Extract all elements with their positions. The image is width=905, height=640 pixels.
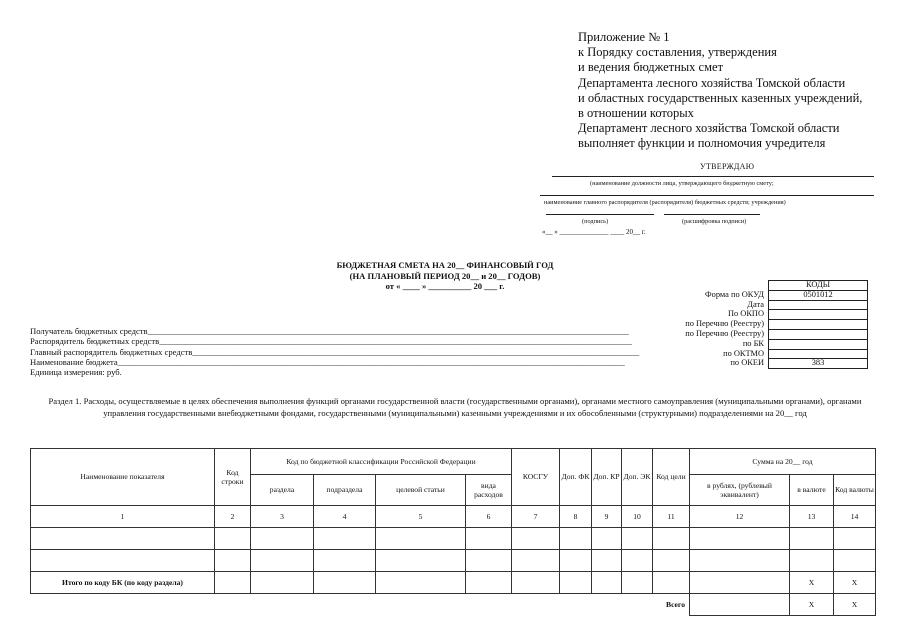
- section-description: Раздел 1. Расходы, осуществляемые в целях обеспечения выполнения функций органами государственной власти (государственными органами), органами местного самоуправления (муниципальными органами), органами управления государственными внебюджетными фондами, государственными (муниципальными) казенными учреждениями и их обособленными (структурными) подразделениями на 20__ год: [48, 396, 862, 418]
- total-all-row: [31, 594, 876, 616]
- approve-decoding-caption: (расшифровка подписи): [682, 218, 747, 225]
- heading-line-1: БЮДЖЕТНАЯ СМЕТА НА 20__ ФИНАНСОВЫЙ ГОД: [336, 260, 554, 270]
- field-manager: Распорядитель бюджетных средств______________________________________________________________________________________________________________: [30, 336, 632, 347]
- column-number: 11: [653, 506, 690, 528]
- appendix-line: к Порядку составления, утверждения: [578, 45, 777, 60]
- codes-row-label: Форма по ОКУД: [705, 289, 764, 299]
- header-rub: в рублях, (рублевый эквивалент): [690, 475, 790, 506]
- header-dop-kr: Доп. КР: [592, 449, 622, 506]
- codes-row-label: по ОКЕИ: [730, 358, 764, 368]
- column-number: 10: [622, 506, 653, 528]
- codes-row: [610, 320, 868, 330]
- total-bk-label: Итого по коду БК (по коду раздела): [31, 572, 215, 594]
- header-bk: Код по бюджетной классификации Российской Федерации: [251, 449, 512, 475]
- total-all-label: Всего: [666, 600, 685, 609]
- codes-row-label: по Перечню (Реестру): [685, 328, 764, 338]
- total-bk-row: [31, 572, 876, 594]
- column-number: 6: [466, 506, 512, 528]
- approve-manager-line: [540, 195, 874, 196]
- codes-row-value[interactable]: [769, 339, 868, 349]
- header-currency: в валюте: [790, 475, 834, 506]
- field-unit: Единица измерения: руб.: [30, 367, 122, 378]
- appendix-line: в отношении которых: [578, 106, 694, 121]
- approve-manager-caption: наименование главного распорядителя (распорядителя) бюджетных средств; учреждения): [544, 199, 786, 206]
- approve-position-line: [552, 176, 874, 177]
- column-number: 3: [251, 506, 314, 528]
- header-dop-fk: Доп. ФК: [560, 449, 592, 506]
- column-number: 7: [512, 506, 560, 528]
- header-currency-code: Код валюты: [834, 475, 876, 506]
- appendix-line: Департамент лесного хозяйства Томской области: [578, 121, 840, 136]
- x-mark: X: [834, 572, 876, 594]
- budget-table-wrapper: [30, 448, 876, 616]
- header-subsection: подраздела: [314, 475, 376, 506]
- header-goal-code: Код цели: [653, 449, 690, 506]
- heading-line-3: от « ____ » __________ 20 ___ г.: [385, 281, 505, 291]
- header-target: целевой статьи: [376, 475, 466, 506]
- codes-row-value[interactable]: [769, 310, 868, 320]
- appendix-line: выполняет функции и полномочия учредителя: [578, 136, 826, 151]
- approve-title: УТВЕРЖДАЮ: [700, 162, 755, 171]
- codes-row-label: Дата: [747, 299, 764, 309]
- codes-block: [610, 280, 868, 369]
- x-mark: X: [790, 594, 834, 616]
- column-number: 1: [31, 506, 215, 528]
- codes-row-value[interactable]: [769, 329, 868, 339]
- approve-position-caption: (наименование должности лица, утверждающего бюджетную смету;: [590, 180, 774, 187]
- heading-line-2: (НА ПЛАНОВЫЙ ПЕРИОД 20__ и 20__ ГОДОВ): [349, 270, 541, 281]
- column-number: 9: [592, 506, 622, 528]
- table-row: [31, 550, 876, 572]
- codes-row: [610, 290, 868, 300]
- x-mark: X: [790, 572, 834, 594]
- column-number: 5: [376, 506, 466, 528]
- column-number: 2: [215, 506, 251, 528]
- codes-row-label: по БК: [742, 338, 764, 348]
- codes-row: [610, 339, 868, 349]
- column-number: 4: [314, 506, 376, 528]
- codes-row-label: По ОКПО: [727, 309, 764, 319]
- header-section: раздела: [251, 475, 314, 506]
- x-mark: X: [834, 594, 876, 616]
- approve-signature-line: [546, 214, 654, 215]
- approve-signature-caption: (подпись): [582, 218, 609, 225]
- header-dop-ek: Доп. ЭК: [622, 449, 653, 506]
- field-recipient: Получатель бюджетных средств________________________________________________________________________________________________________________: [30, 326, 629, 336]
- appendix-line: Приложение № 1: [578, 30, 670, 44]
- header-sum: Сумма на 20__ год: [690, 449, 876, 475]
- codes-row-label: по ОКТМО: [723, 348, 764, 358]
- appendix-line: Департамента лесного хозяйства Томской области: [578, 75, 846, 90]
- appendix-line: и областных государственных казенных учреждений,: [578, 90, 863, 105]
- field-budget-name: Наименование бюджета______________________________________________________________________________________________________________________: [30, 356, 625, 367]
- column-number: 8: [560, 506, 592, 528]
- approve-decoding-line: [664, 214, 760, 215]
- field-chief-manager: Главный распорядитель бюджетных средств________________________________________________________________________________________________________: [30, 346, 640, 357]
- codes-header: КОДЫ: [769, 281, 868, 291]
- codes-row: [610, 329, 868, 339]
- header-kosgu: КОСГУ: [512, 449, 560, 506]
- left-fields: [30, 326, 642, 377]
- document-heading: [300, 260, 590, 292]
- header-name: Наименование показателя: [31, 449, 215, 506]
- codes-row-value[interactable]: [769, 320, 868, 330]
- codes-row-value[interactable]: [769, 300, 868, 310]
- codes-row: [610, 359, 868, 369]
- codes-table: [610, 280, 868, 369]
- appendix-line: и ведения бюджетных смет: [578, 60, 724, 75]
- column-number: 13: [790, 506, 834, 528]
- header-expense-type: вида расходов: [466, 475, 512, 506]
- codes-row-label: по Перечню (Реестру): [685, 319, 764, 329]
- header-row-code: Код строки: [215, 449, 251, 506]
- codes-row-value[interactable]: 0501012: [769, 290, 868, 300]
- column-number: 12: [690, 506, 790, 528]
- column-numbers-row: [31, 506, 876, 528]
- approve-date-line: «__ » ______________ ____ 20__ г.: [542, 228, 646, 236]
- table-row: [31, 528, 876, 550]
- column-number: 14: [834, 506, 876, 528]
- appendix-block: [578, 30, 898, 152]
- budget-table: [30, 448, 876, 616]
- codes-row-value[interactable]: 383: [769, 359, 868, 369]
